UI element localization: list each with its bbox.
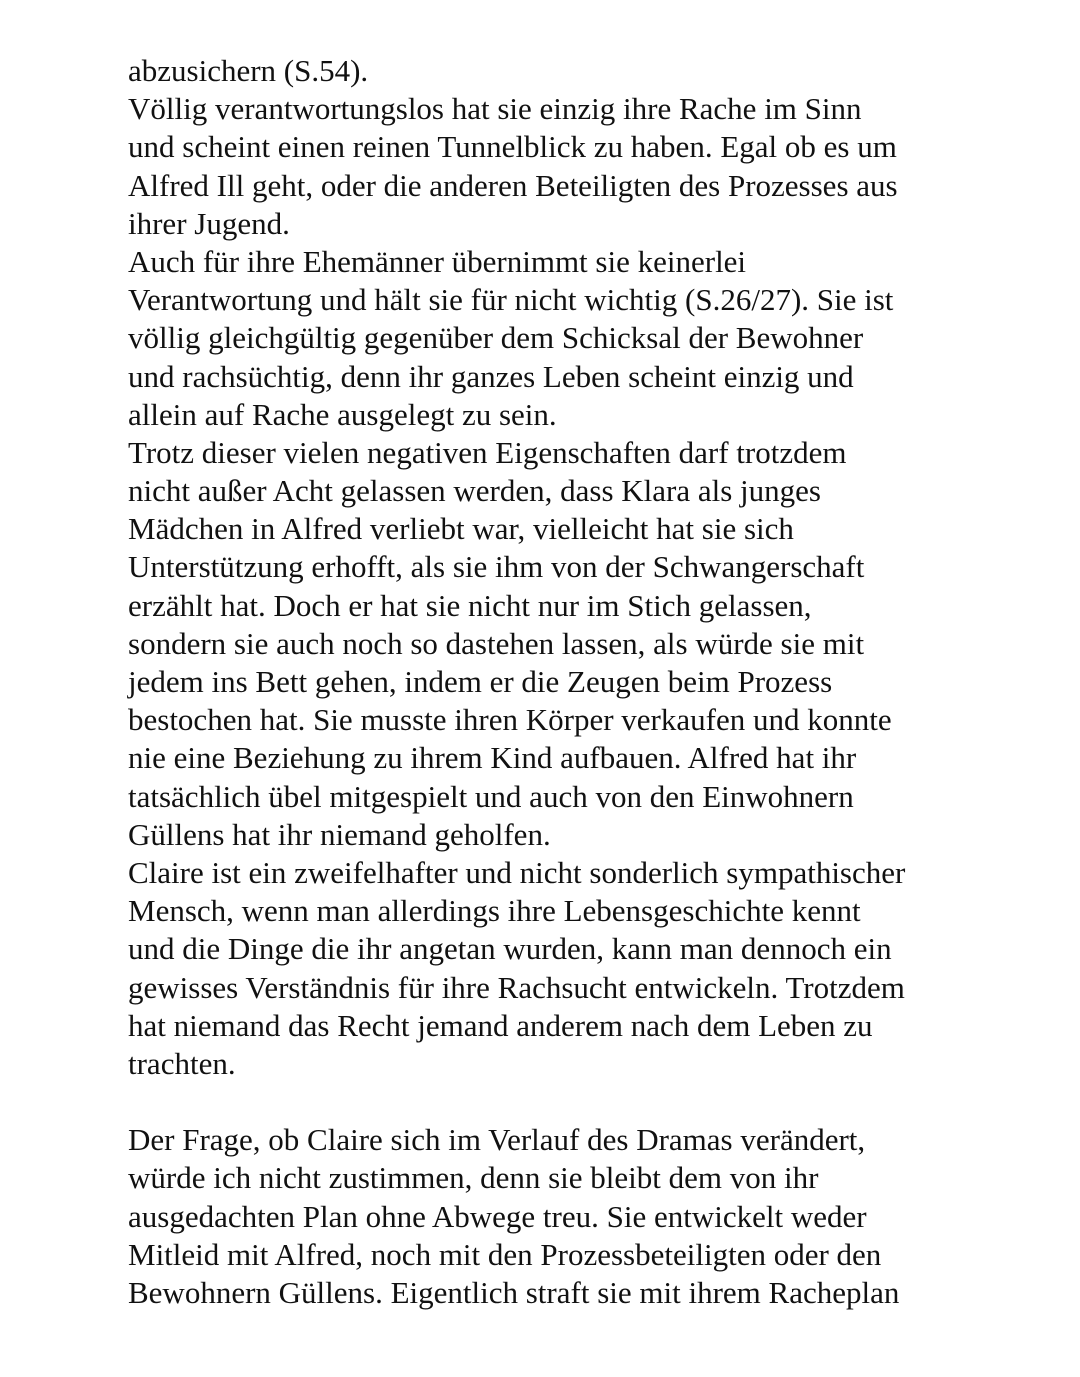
text-line: abzusichern (S.54). bbox=[128, 53, 369, 88]
text-line: Mitleid mit Alfred, noch mit den Prozessbeteiligten oder den bbox=[128, 1236, 882, 1272]
text-line: hat niemand das Recht jemand anderem nach dem Leben zu bbox=[128, 1007, 873, 1043]
text-line: Claire ist ein zweifelhafter und nicht sonderlich sympathischer bbox=[128, 854, 906, 890]
text-line: und rachsüchtig, denn ihr ganzes Leben scheint einzig und bbox=[128, 358, 854, 394]
text-line: allein auf Rache ausgelegt zu sein. bbox=[128, 396, 557, 432]
text-line: tatsächlich übel mitgespielt und auch von den Einwohnern bbox=[128, 778, 854, 814]
text-line: und die Dinge die ihr angetan wurden, kann man dennoch ein bbox=[128, 931, 892, 967]
text-line: ausgedachten Plan ohne Abwege treu. Sie entwickelt weder bbox=[128, 1198, 867, 1234]
text-line: und scheint einen reinen Tunnelblick zu haben. Egal ob es um bbox=[128, 129, 897, 165]
text-line: Güllens hat ihr niemand geholfen. bbox=[128, 816, 551, 852]
text-line: Verantwortung und hält sie für nicht wichtig (S.26/27). Sie ist bbox=[128, 282, 894, 318]
text-line: gewisses Verständnis für ihre Rachsucht entwickeln. Trotzdem bbox=[128, 969, 905, 1005]
text-line: trachten. bbox=[128, 1045, 236, 1081]
body-text bbox=[128, 52, 968, 1312]
text-line: erzählt hat. Doch er hat sie nicht nur im Stich gelassen, bbox=[128, 587, 812, 623]
text-line: jedem ins Bett gehen, indem er die Zeugen beim Prozess bbox=[128, 664, 833, 699]
text-line: würde ich nicht zustimmen, denn sie bleibt dem von ihr bbox=[128, 1160, 819, 1196]
text-line: nicht außer Acht gelassen werden, dass Klara als junges bbox=[128, 473, 821, 509]
text-line: sondern sie auch noch so dastehen lassen, als würde sie mit bbox=[128, 625, 865, 661]
text-line: Alfred Ill geht, oder die anderen Beteiligten des Prozesses aus bbox=[128, 167, 898, 203]
text-line: Bewohnern Güllens. Eigentlich straft sie mit ihrem Racheplan bbox=[128, 1275, 900, 1310]
text-line: Mädchen in Alfred verliebt war, vielleicht hat sie sich bbox=[128, 511, 794, 547]
text-line: Völlig verantwortungslos hat sie einzig ihre Rache im Sinn bbox=[128, 91, 862, 127]
text-line: völlig gleichgültig gegenüber dem Schicksal der Bewohner bbox=[128, 320, 864, 356]
text-line: Auch für ihre Ehemänner übernimmt sie keinerlei bbox=[128, 243, 747, 279]
paragraph-gap bbox=[128, 1083, 968, 1121]
text-line: Trotz dieser vielen negativen Eigenschaften darf trotzdem bbox=[128, 434, 847, 470]
text-line: ihrer Jugend. bbox=[128, 205, 290, 241]
text-line: Unterstützung erhofft, als sie ihm von der Schwangerschaft bbox=[128, 549, 865, 585]
text-line: bestochen hat. Sie musste ihren Körper verkaufen und konnte bbox=[128, 702, 892, 738]
text-line: Der Frage, ob Claire sich im Verlauf des Dramas verändert, bbox=[128, 1122, 866, 1158]
text-line: nie eine Beziehung zu ihrem Kind aufbauen. Alfred hat ihr bbox=[128, 740, 857, 776]
text-line: Mensch, wenn man allerdings ihre Lebensgeschichte kennt bbox=[128, 893, 861, 929]
